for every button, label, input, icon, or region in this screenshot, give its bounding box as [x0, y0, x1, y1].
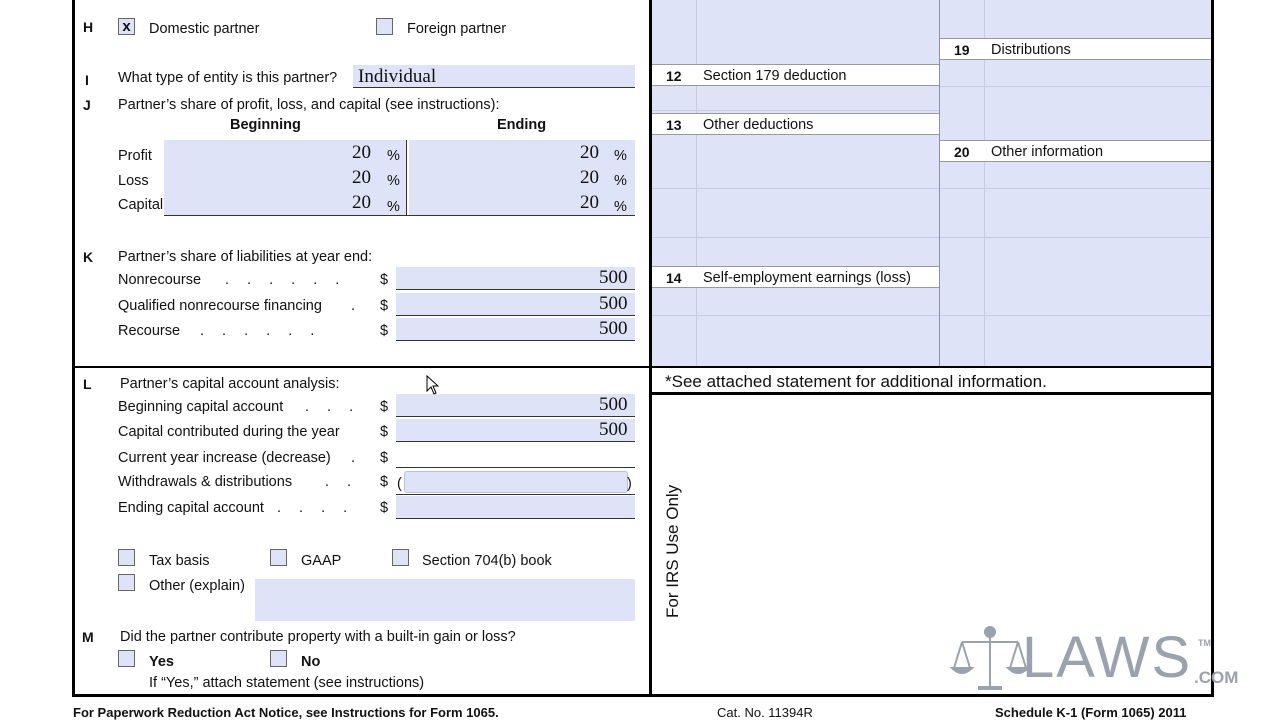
left-border [72, 0, 75, 697]
share-heading: Partner’s share of profit, loss, and capital (see instructions): [118, 97, 500, 113]
qualified-nonrecourse-label: Qualified nonrecourse financing [118, 298, 322, 314]
recourse-value: 500 [599, 318, 628, 339]
withdrawals-paren-open: ( [397, 476, 402, 492]
domestic-partner-label: Domestic partner [149, 21, 260, 37]
capital-beginning-pct: % [387, 199, 400, 215]
current-year-field[interactable] [396, 445, 635, 468]
nonrecourse-label: Nonrecourse [118, 272, 202, 288]
right-grid-3 [652, 237, 939, 238]
right-grid-5 [940, 86, 1211, 87]
share-col-divider [406, 140, 407, 215]
recourse-label: Recourse [118, 323, 181, 339]
col-ending: Ending [497, 117, 547, 133]
entity-type-question: What type of entity is this partner? [118, 70, 338, 86]
withdrawals-label: Withdrawals & distributions [118, 474, 293, 490]
profit-beginning-pct: % [387, 148, 400, 164]
beginning-capital-label: Beginning capital account [118, 399, 284, 415]
profit-beginning[interactable]: 20 [352, 142, 371, 163]
line-14-number: 14 [666, 270, 682, 286]
line-12-label: Section 179 deduction [703, 68, 847, 84]
letter-l: L [83, 376, 92, 392]
laws-wordmark: LAWS [1022, 625, 1193, 690]
right-col-divider-a [696, 0, 697, 366]
letter-h: H [83, 19, 94, 35]
gaap-checkbox[interactable] [270, 549, 287, 566]
qualified-nonrecourse-dots: . [351, 298, 363, 314]
share-ending-field-bg [409, 140, 635, 215]
line-19-label: Distributions [991, 42, 1071, 58]
recourse-dots: . . . . . . [200, 323, 322, 339]
right-grid-4 [652, 315, 939, 316]
profit-ending-pct: % [614, 148, 627, 164]
line-19-number: 19 [954, 42, 970, 58]
irs-use-only-text: For IRS Use Only [663, 484, 682, 618]
laws-dotcom: .COM [1194, 668, 1239, 687]
right-grid-2 [652, 188, 939, 189]
capital-label: Capital [118, 197, 164, 213]
attach-statement-note: If “Yes,” attach statement (see instructions) [149, 675, 425, 691]
builtin-gain-question: Did the partner contribute property with a built-in gain or loss? [120, 629, 516, 645]
share-bottom-line [164, 215, 635, 216]
right-grid-8 [940, 315, 1211, 316]
loss-beginning-pct: % [387, 173, 400, 189]
foreign-partner-label: Foreign partner [407, 21, 507, 37]
qualified-nonrecourse-currency: $ [380, 298, 389, 314]
loss-beginning[interactable]: 20 [352, 167, 371, 188]
line-14-label: Self-employment earnings (loss) [703, 270, 911, 286]
right-grid-1 [652, 110, 939, 111]
capital-contributed-currency: $ [380, 424, 389, 440]
left-divider-kl [74, 366, 650, 368]
foreign-partner-checkbox[interactable] [376, 18, 393, 35]
withdrawals-underline [396, 494, 635, 495]
nonrecourse-currency: $ [380, 272, 389, 288]
withdrawals-dots: . . [325, 474, 359, 490]
current-year-label: Current year increase (decrease) [118, 450, 331, 466]
capital-contributed-value: 500 [599, 419, 628, 440]
line-12-number: 12 [666, 68, 682, 84]
footer-paperwork-notice: For Paperwork Reduction Act Notice, see Instructions for Form 1065. [73, 705, 499, 720]
col-beginning: Beginning [230, 117, 301, 133]
capital-ending[interactable]: 20 [580, 192, 599, 213]
current-year-currency: $ [380, 450, 389, 466]
tax-basis-checkbox[interactable] [118, 549, 135, 566]
laws-tm: TM [1198, 638, 1211, 648]
beginning-capital-currency: $ [380, 399, 389, 415]
mouse-cursor-icon [426, 375, 440, 395]
yes-checkbox[interactable] [118, 650, 135, 667]
letter-i: I [85, 72, 89, 88]
other-explain-label: Other (explain) [149, 578, 245, 594]
recourse-currency: $ [380, 323, 389, 339]
letter-k: K [83, 249, 94, 265]
qualified-nonrecourse-value: 500 [599, 293, 628, 314]
right-bottom-line [652, 366, 1211, 368]
tax-basis-label: Tax basis [149, 553, 210, 569]
ending-capital-currency: $ [380, 500, 389, 516]
withdrawals-currency: $ [380, 474, 389, 490]
scales-of-justice-icon [950, 620, 1030, 695]
liabilities-heading: Partner’s share of liabilities at year end: [118, 249, 373, 265]
footer-form-id: Schedule K-1 (Form 1065) 2011 [995, 705, 1187, 720]
other-explain-field[interactable] [255, 579, 635, 621]
line-19-row [940, 38, 1211, 60]
line-13-number: 13 [666, 117, 682, 133]
letter-j: J [83, 97, 91, 113]
beginning-capital-value: 500 [599, 394, 628, 415]
capital-beginning[interactable]: 20 [352, 192, 371, 213]
other-explain-checkbox[interactable] [118, 574, 135, 591]
loss-ending[interactable]: 20 [580, 167, 599, 188]
entity-type-value: Individual [358, 66, 437, 87]
capital-contributed-label: Capital contributed during the year [118, 424, 340, 440]
irs-box-top [650, 392, 1214, 395]
no-checkbox[interactable] [270, 650, 287, 667]
nonrecourse-dots: . . . . . . [225, 272, 347, 288]
beginning-capital-dots: . . . [305, 399, 361, 415]
ending-capital-label: Ending capital account [118, 500, 264, 516]
section704-label: Section 704(b) book [422, 553, 552, 569]
right-grid-6 [940, 188, 1211, 189]
ending-capital-dots: . . . . [277, 500, 355, 516]
section704-checkbox[interactable] [392, 549, 409, 566]
profit-ending[interactable]: 20 [580, 142, 599, 163]
capital-ending-pct: % [614, 199, 627, 215]
loss-label: Loss [118, 173, 149, 189]
laws-logo [950, 620, 1250, 695]
line-20-label: Other information [991, 144, 1104, 160]
footer-cat-no: Cat. No. 11394R [717, 705, 813, 720]
no-label: No [301, 654, 321, 670]
gaap-label: GAAP [301, 553, 342, 569]
nonrecourse-value: 500 [599, 267, 628, 288]
loss-ending-pct: % [614, 173, 627, 189]
ending-capital-field[interactable] [396, 496, 635, 519]
current-year-dots: . [351, 450, 363, 466]
letter-m: M [82, 629, 94, 645]
withdrawals-field[interactable] [404, 471, 628, 493]
capital-analysis-heading: Partner’s capital account analysis: [120, 376, 340, 392]
see-attached-statement: *See attached statement for additional information. [665, 372, 1047, 391]
line-13-label: Other deductions [703, 117, 814, 133]
yes-label: Yes [149, 654, 174, 670]
withdrawals-paren-close: ) [627, 476, 632, 492]
line-20-number: 20 [954, 144, 970, 160]
irs-use-only [663, 468, 683, 618]
right-grid-7 [940, 237, 1211, 238]
domestic-partner-checkbox[interactable]: x [118, 18, 135, 35]
profit-label: Profit [118, 148, 152, 164]
right-border [1211, 0, 1214, 697]
